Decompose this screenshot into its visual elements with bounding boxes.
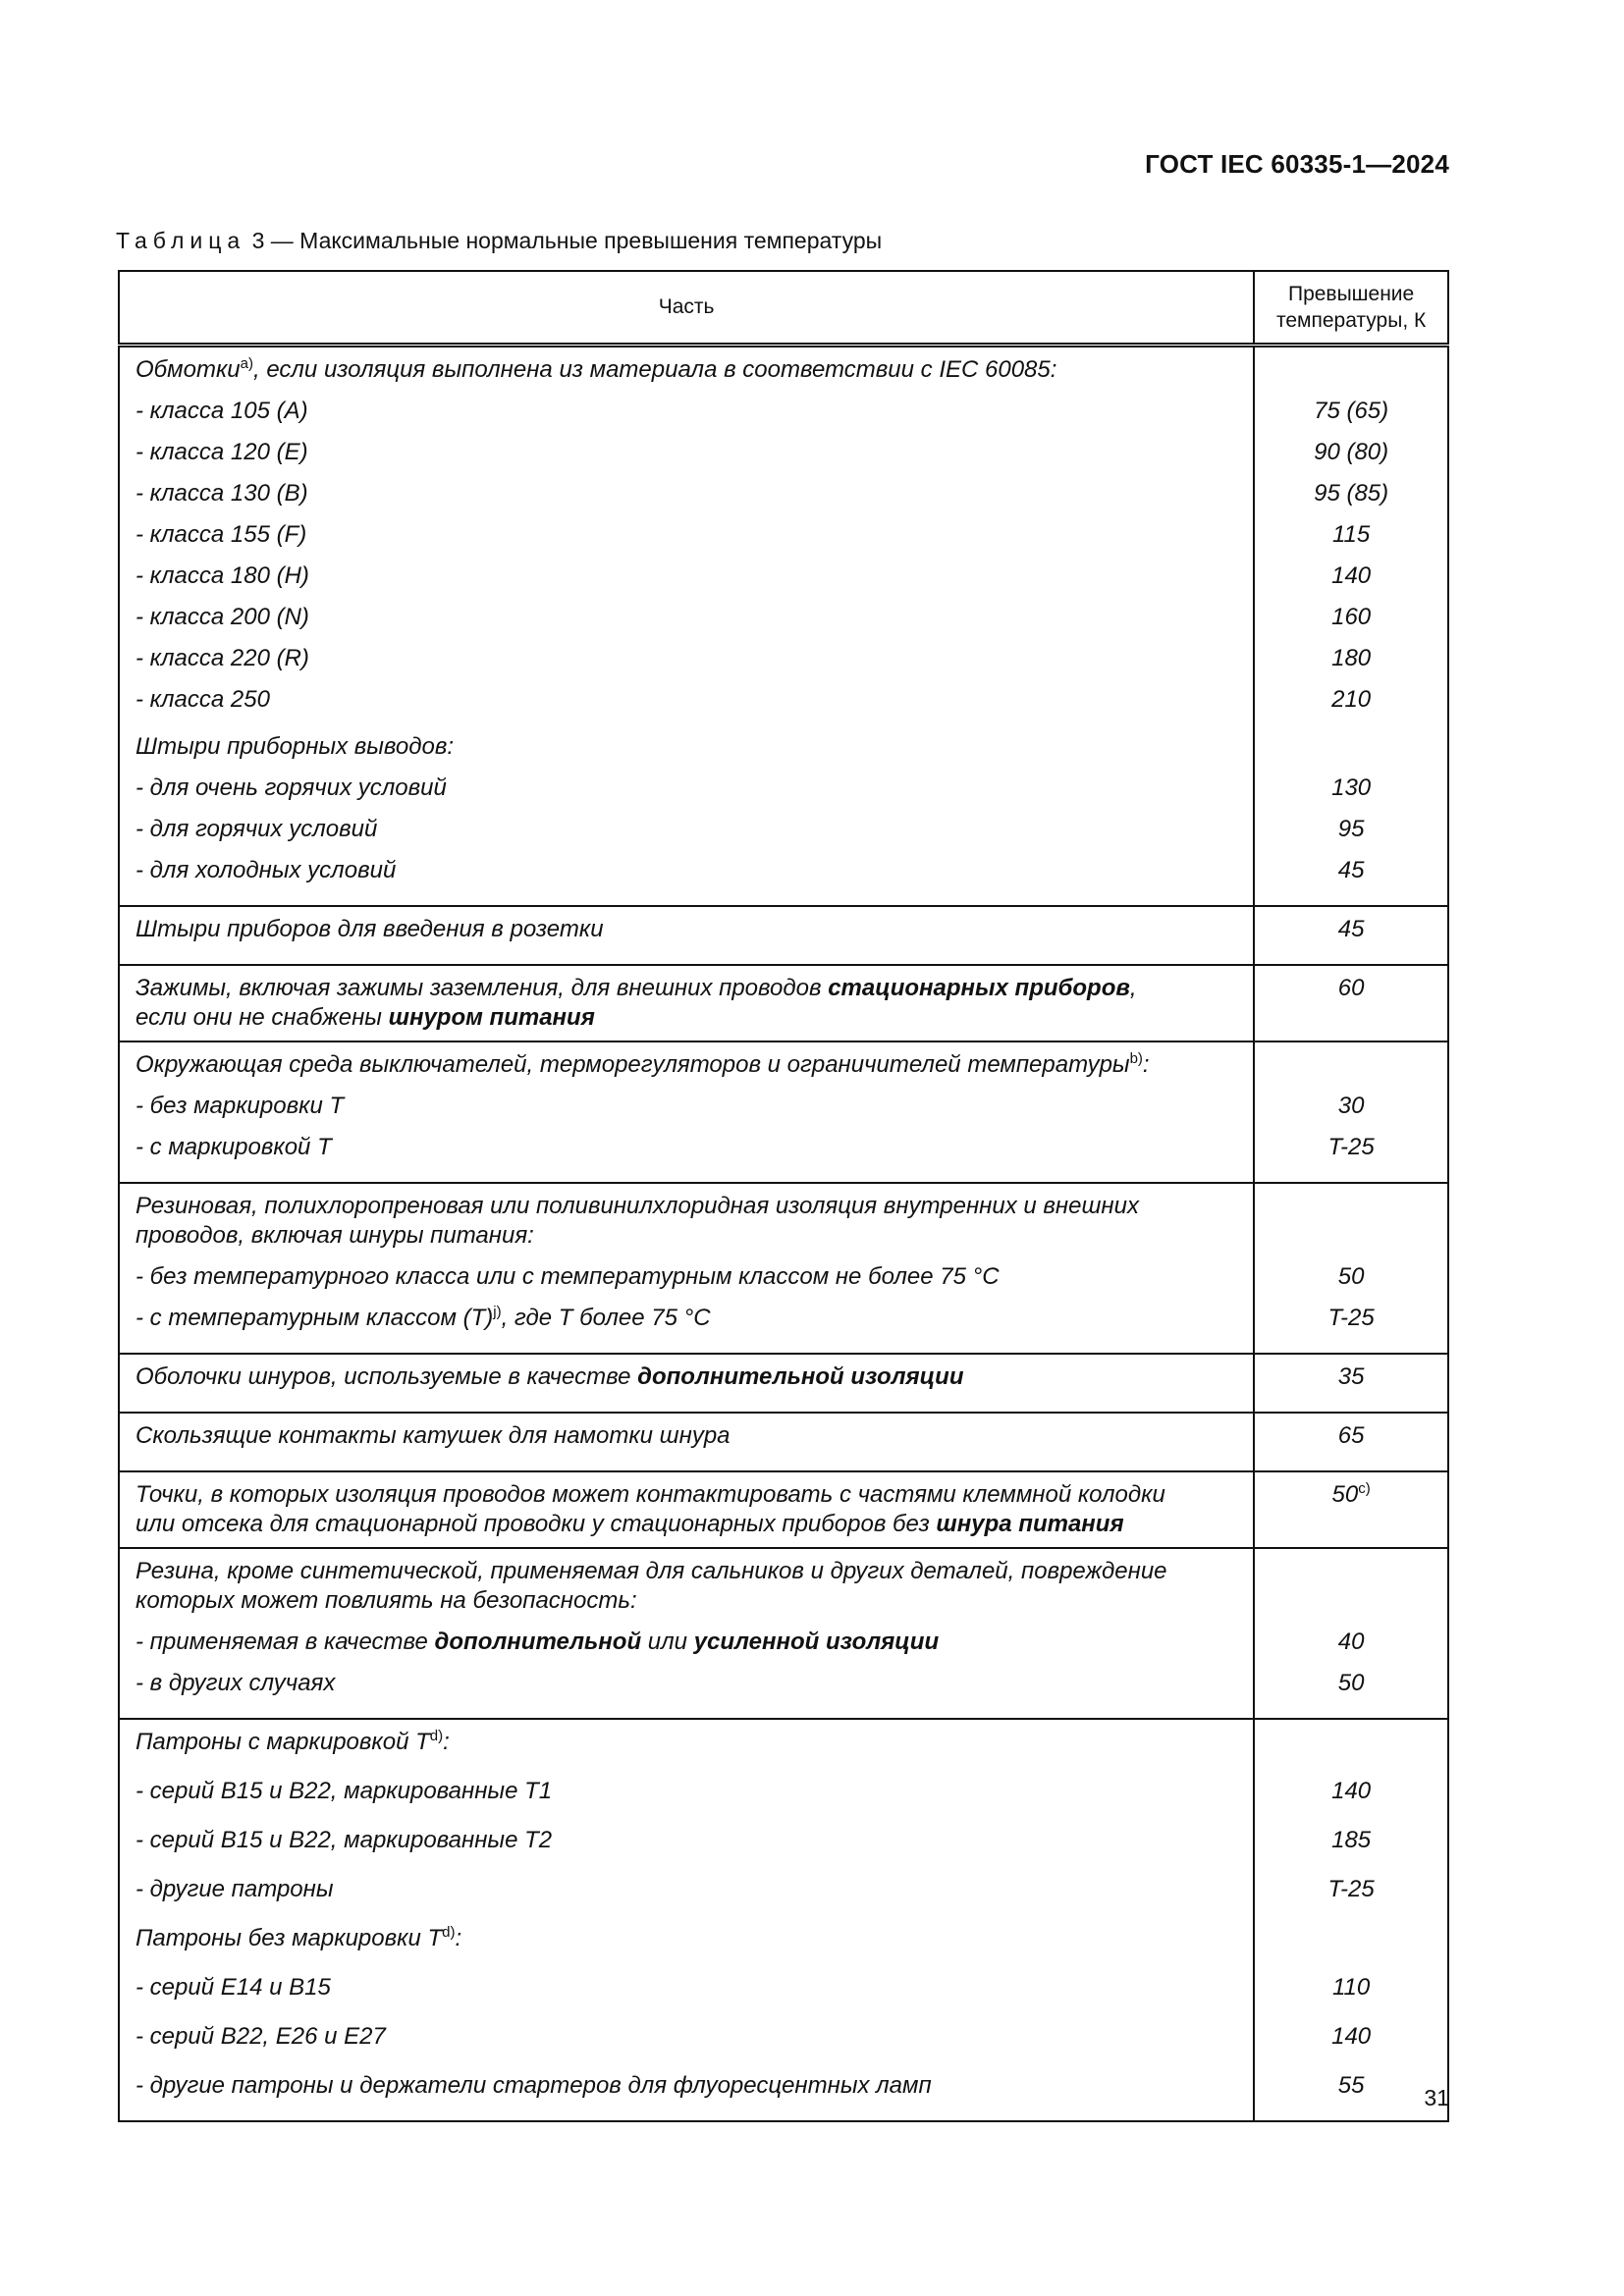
list-item: - класса 130 (B) [135, 480, 308, 507]
row-title: Резиновая, полихлоропреновая или поливинилхлоридная изоляция внутренних и внешних проводов, включая шнуры питания: [135, 1193, 1139, 1249]
value: 45 [1337, 857, 1365, 883]
value: 30 [1337, 1093, 1365, 1119]
temperature-rise-table [118, 270, 1449, 2122]
list-item: - с температурным классом $(T)^{j)}$, где T более 75 °C [135, 1304, 711, 1331]
cell-temperature: 35 [1254, 1354, 1448, 1413]
value: 75 (65) [1314, 398, 1389, 424]
value: 95 (85) [1314, 480, 1389, 507]
list-item: - без маркировки T [135, 1093, 345, 1119]
list-item: - класса 120 (E) [135, 439, 308, 465]
cell-temperature [1254, 1041, 1448, 1183]
value: T-25 [1327, 1305, 1375, 1331]
value: 95 [1337, 816, 1365, 842]
value: 210 [1331, 686, 1372, 713]
document-id: ГОСТ IEC 60335-1—2024 [1145, 149, 1449, 179]
cell-temperature: 65 [1254, 1413, 1448, 1471]
list-item: - с маркировкой T [135, 1134, 332, 1160]
list-item: - класса 220 (R) [135, 645, 309, 671]
value: 90 (80) [1314, 439, 1389, 465]
cell-temperature [1254, 1183, 1448, 1354]
value: 160 [1331, 604, 1372, 630]
row-title: Обмотки$^{a)}$, если изоляция выполнена из материала в соответствии с IEC 60085: [135, 355, 1057, 383]
table-header-row [119, 271, 1448, 346]
table-caption [116, 228, 882, 254]
list-item: - для очень горячих условий [135, 774, 447, 801]
value: T-25 [1327, 1134, 1375, 1160]
list-item: - другие патроны [135, 1876, 334, 1902]
value: 55 [1337, 2072, 1365, 2099]
sub-title: Штыри приборных выводов: [135, 733, 455, 760]
value: 130 [1331, 774, 1372, 801]
cell-part [119, 965, 1254, 1041]
table-row [119, 1041, 1448, 1183]
cell-temperature: 45 [1254, 906, 1448, 965]
list-item: - класса 105 (A) [135, 398, 308, 424]
value: 140 [1331, 562, 1372, 589]
table-row [119, 906, 1448, 965]
cell-part: Скользящие контакты катушек для намотки шнура [119, 1413, 1254, 1471]
list-item: - серий E14 и B15 [135, 1974, 331, 2001]
cell-temperature [1254, 346, 1448, 907]
cell-part [119, 1719, 1254, 2121]
list-item: - класса 180 (H) [135, 562, 309, 589]
header-temperature-line2: температуры, К [1275, 309, 1427, 332]
list-item: - класса 155 (F) [135, 521, 307, 548]
list-item: - без температурного класса или с температурным классом не более 75 °C [135, 1263, 1000, 1290]
row-text: Точки, в которых изоляция проводов может контактировать с частями клеммной колодки или отсека для стационарной проводки у стационарных приборов без шнура питания [135, 1481, 1165, 1537]
row-text: Зажимы, включая зажимы заземления, для внешних проводов стационарных приборов, если они не снабжены шнуром питания [135, 975, 1137, 1031]
list-item: - другие патроны и держатели стартеров для флуоресцентных ламп [135, 2072, 932, 2099]
table-row [119, 1354, 1448, 1413]
sub-title: Патроны без маркировки $T^{d)}$: [135, 1924, 462, 1951]
cell-part: Штыри приборов для введения в розетки [119, 906, 1254, 965]
table-row [119, 1183, 1448, 1354]
value: 140 [1331, 2023, 1372, 2050]
cell-temperature [1254, 1719, 1448, 2121]
value: 110 [1331, 1974, 1371, 2001]
row-title: Окружающая среда выключателей, терморегуляторов и ограничителей температуры$^{b)}$: [135, 1050, 1150, 1078]
value: 115 [1331, 521, 1371, 548]
cell-part: Оболочки шнуров, используемые в качестве дополнительной изоляции [119, 1354, 1254, 1413]
cell-temperature [1254, 1548, 1448, 1719]
cell-part [119, 1548, 1254, 1719]
list-item: - класса 200 (N) [135, 604, 309, 630]
value: 50 [1337, 1670, 1365, 1696]
cell-part [119, 1471, 1254, 1548]
list-item: - в других случаях [135, 1670, 336, 1696]
list-item: - серий B15 и B22, маркированные T1 [135, 1778, 553, 1804]
table-row [119, 1413, 1448, 1471]
cell-temperature: 60 [1254, 965, 1448, 1041]
header-temperature [1254, 271, 1448, 346]
cell-part [119, 1041, 1254, 1183]
list-item: - серий B15 и B22, маркированные T2 [135, 1827, 553, 1853]
value: 40 [1337, 1629, 1365, 1655]
list-item: - применяемая в качестве дополнительной или усиленной изоляции [135, 1629, 940, 1655]
row-title: Резина, кроме синтетической, применяемая для сальников и других деталей, повреждение которых может повлиять на безопасность: [135, 1558, 1167, 1614]
list-item: - класса 250 [135, 686, 270, 713]
value: 185 [1331, 1827, 1372, 1853]
value: 140 [1331, 1778, 1372, 1804]
row-title: Патроны с маркировкой $T^{d)}$: [135, 1728, 450, 1755]
cell-part [119, 346, 1254, 907]
list-item: - серий B22, E26 и E27 [135, 2023, 386, 2050]
list-item: - для горячих условий [135, 816, 378, 842]
value: 50 [1337, 1263, 1365, 1290]
caption-text: 3 — Максимальные нормальные превышения температуры [245, 228, 883, 253]
table-row [119, 965, 1448, 1041]
page-number: 31 [1424, 2085, 1449, 2110]
header-temperature-line1: Превышение [1287, 283, 1415, 305]
cell-temperature: 50$^{c)}$ [1254, 1471, 1448, 1548]
list-item: - для холодных условий [135, 857, 397, 883]
table-row [119, 346, 1448, 907]
table-row [119, 1548, 1448, 1719]
value: 180 [1331, 645, 1372, 671]
table-row [119, 1471, 1448, 1548]
value: T-25 [1327, 1876, 1375, 1902]
header-part: Часть [119, 271, 1254, 346]
cell-part [119, 1183, 1254, 1354]
caption-prefix: Таблица [116, 228, 246, 253]
table-row [119, 1719, 1448, 2121]
